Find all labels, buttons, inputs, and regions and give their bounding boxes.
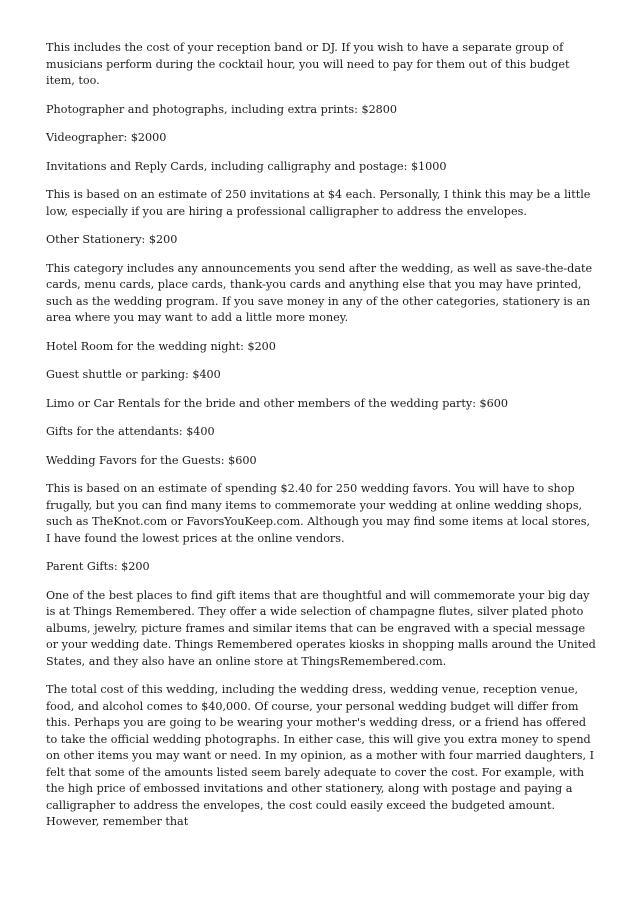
paragraph-other-stationery: Other Stationery: $200 <box>46 233 178 246</box>
paragraph-favors-note: This is based on an estimate of spending $2.40 for 250 wedding favors. You will have to shop frugally, but you can find many items to commemorate your wedding at online wedding shops, such as TheKnot.com or FavorsYouKeep.com. Although you may find some items at local stores, I have found the lowest prices at the online vendors. <box>46 482 591 545</box>
paragraph-band-dj: This includes the cost of your reception band or DJ. If you wish to have a separate group of musicians perform during the cocktail hour, you will need to pay for them out of this budget item, too. <box>46 41 570 87</box>
paragraph-stationery-note: This category includes any announcements you send after the wedding, as well as save-the-date cards, menu cards, place cards, thank-you cards and anything else that you may have printed, such as the wedding program. If you save money in any of the other categories, stationery is an area where you may want to add a little more money. <box>46 261 593 324</box>
paragraph-limo-rentals: Limo or Car Rentals for the bride and other members of the wedding party: $600 <box>46 396 508 410</box>
document-page <box>46 40 598 843</box>
paragraph-invitations: Invitations and Reply Cards, including calligraphy and postage: $1000 <box>46 159 447 173</box>
paragraph-total-cost: The total cost of this wedding, including the wedding dress, wedding venue, reception venue, food, and alcohol comes to $40,000. Of course, your personal wedding budget will differ from this. Perhaps you are going to be wearing your mother's wedding dress, or a friend has offered to take the official wedding photographs. In either case, this will give you extra money to spend on other items you may want or need. In my opinion, as a mother with four married daughters, I felt that some of the amounts listed seem barely adequate to cover the cost. For example, with the high price of embossed invitations and other stationery, along with postage and paying a calligrapher to address the envelopes, the cost could easily exceed the budgeted amount. However, remember that <box>46 683 595 828</box>
paragraph-invitations-note: This is based on an estimate of 250 invitations at $4 each. Personally, I think this may be a little low, especially if you are hiring a professional calligrapher to address the envelopes. <box>46 188 591 218</box>
paragraph-parent-gifts: Parent Gifts: $200 <box>46 560 150 573</box>
paragraph-attendant-gifts: Gifts for the attendants: $400 <box>46 425 215 438</box>
paragraph-photographer: Photographer and photographs, including extra prints: $2800 <box>46 102 398 116</box>
paragraph-videographer: Videographer: $2000 <box>46 131 167 144</box>
paragraph-things-remembered: One of the best places to find gift items that are thoughtful and will commemorate your big day is at Things Remembered. They offer a wide selection of champagne flutes, silver plated photo albums, jewelry, picture frames and similar items that can be engraved with a special message or your wedding date. Things Remembered operates kiosks in shopping malls around the United States, and they also have an online store at ThingsRemembered.com. <box>46 588 596 668</box>
paragraph-wedding-favors: Wedding Favors for the Guests: $600 <box>46 453 257 467</box>
paragraph-hotel-room: Hotel Room for the wedding night: $200 <box>46 339 276 353</box>
paragraph-guest-shuttle: Guest shuttle or parking: $400 <box>46 368 221 381</box>
